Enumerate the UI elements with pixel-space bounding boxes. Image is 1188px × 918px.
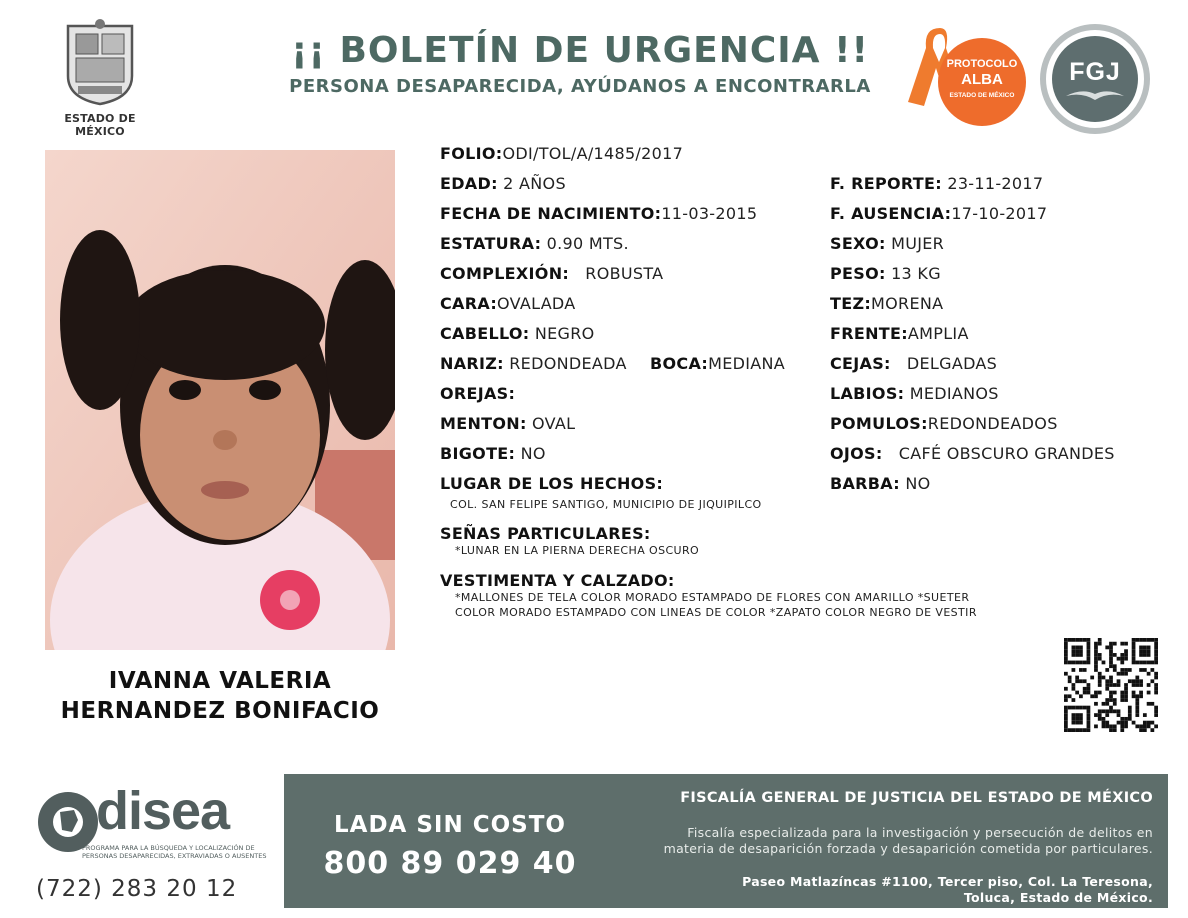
labios-label: LABIOS: [830, 384, 905, 403]
folio-label: FOLIO: [440, 144, 503, 163]
missing-person-name [20, 666, 420, 726]
sexo-value: MUJER [891, 234, 945, 253]
frente-value: AMPLIA [907, 324, 969, 343]
ojos-label: OJOS: [830, 444, 883, 463]
field-estatura [440, 234, 629, 254]
senas-value: *LUNAR EN LA PIERNA DERECHA OSCURO [455, 544, 700, 557]
bigote-label: BIGOTE: [440, 444, 516, 463]
peso-label: PESO: [830, 264, 886, 283]
protocolo-alba-logo [902, 22, 1032, 134]
field-nariz [440, 354, 627, 374]
edad-value: 2 AÑOS [503, 174, 566, 193]
wings-icon [1052, 36, 1138, 122]
bulletin-title: ¡¡ BOLETÍN DE URGENCIA !! [291, 30, 869, 71]
lugar-value: COL. SAN FELIPE SANTIGO, MUNICIPIO DE JIQUIPILCO [450, 498, 762, 511]
vestimenta-label: VESTIMENTA Y CALZADO: [440, 571, 675, 590]
peso-value: 13 KG [891, 264, 941, 283]
complexion-label: COMPLEXIÓN: [440, 264, 570, 283]
orejas-label: OREJAS: [440, 384, 516, 403]
cejas-label: CEJAS: [830, 354, 891, 373]
vestimenta-value-line1: *MALLONES DE TELA COLOR MORADO ESTAMPADO DE FLORES CON AMARILLO *SUETER [455, 591, 970, 604]
alba-badge [938, 38, 1026, 126]
alba-line2: ALBA [961, 71, 1003, 88]
boca-label: BOCA: [650, 354, 709, 373]
field-fecha-nacimiento [440, 204, 757, 224]
state-logo [40, 18, 160, 138]
address-line2: Toluca, Estado de México. [963, 890, 1153, 905]
nariz-value: REDONDEADA [509, 354, 627, 373]
state-coat-of-arms-icon [60, 18, 140, 108]
bulletin-subtitle: PERSONA DESAPARECIDA, AYÚDANOS A ENCONTRARLA [289, 76, 871, 97]
odisea-phone: (722) 283 20 12 [36, 876, 238, 902]
field-complexion [440, 264, 663, 284]
field-cejas [830, 354, 997, 374]
cabello-label: CABELLO: [440, 324, 530, 343]
field-ojos [830, 444, 1115, 464]
field-labios [830, 384, 999, 404]
field-barba [830, 474, 931, 494]
lada-number: 800 89 029 40 [323, 846, 577, 881]
lugar-label: LUGAR DE LOS HECHOS: [440, 474, 664, 493]
field-frente [830, 324, 969, 344]
labios-value: MEDIANOS [909, 384, 999, 403]
fgj-description [598, 825, 1153, 857]
f-reporte-value: 23-11-2017 [947, 174, 1044, 193]
field-lugar-label [440, 474, 663, 494]
fecha-nacimiento-label: FECHA DE NACIMIENTO: [440, 204, 662, 223]
pomulos-value: REDONDEADOS [927, 414, 1058, 433]
field-boca [650, 354, 785, 374]
cejas-value: DELGADAS [906, 354, 998, 373]
tez-label: TEZ: [830, 294, 872, 313]
f-reporte-label: F. REPORTE: [830, 174, 942, 193]
field-cara [440, 294, 576, 314]
senas-label: SEÑAS PARTICULARES: [440, 524, 651, 543]
menton-label: MENTON: [440, 414, 527, 433]
fgj-name: FISCALÍA GENERAL DE JUSTICIA DEL ESTADO DE MÉXICO [680, 790, 1153, 806]
address-line1: Paseo Matlazíncas #1100, Tercer piso, Col. La Teresona, [742, 874, 1153, 889]
menton-value: OVAL [532, 414, 576, 433]
field-sexo [830, 234, 944, 254]
barba-label: BARBA: [830, 474, 900, 493]
cabello-value: NEGRO [534, 324, 595, 343]
fgj-desc-line2: materia de desaparición forzada y desaparición cometida por particulares. [663, 841, 1153, 856]
odisea-wordmark: disea [96, 781, 230, 841]
fgj-seal-text: FGJ [1069, 58, 1121, 86]
f-ausencia-value: 17-10-2017 [951, 204, 1048, 223]
fgj-address [598, 874, 1153, 906]
f-ausencia-label: F. AUSENCIA: [830, 204, 952, 223]
field-cabello [440, 324, 595, 344]
alba-line3: ESTADO DE MÉXICO [949, 92, 1015, 99]
lada-label: LADA SIN COSTO [334, 812, 566, 838]
odisea-description: PROGRAMA PARA LA BÚSQUEDA Y LOCALIZACIÓN DE PERSONAS DESAPARECIDAS, EXTRAVIADAS O AUSENTES [82, 844, 267, 860]
bigote-value: NO [520, 444, 546, 463]
qr-code-graphic [1064, 638, 1158, 732]
cara-label: CARA: [440, 294, 498, 313]
photo-illustration [45, 150, 395, 650]
boca-value: MEDIANA [708, 354, 786, 373]
fecha-nacimiento-value: 11-03-2015 [661, 204, 758, 223]
fgj-seal-icon [1040, 24, 1150, 134]
fgj-seal-inner [1052, 36, 1138, 122]
name-line-1: IVANNA VALERIA [108, 668, 332, 694]
odisea-logo [30, 781, 280, 876]
field-tez [830, 294, 943, 314]
alba-line1: PROTOCOLO [946, 58, 1018, 70]
cara-value: OVALADA [497, 294, 576, 313]
nariz-label: NARIZ: [440, 354, 504, 373]
field-menton [440, 414, 575, 434]
ojos-value: CAFÉ OBSCURO GRANDES [898, 444, 1115, 463]
frente-label: FRENTE: [830, 324, 908, 343]
field-folio [440, 144, 683, 164]
folio-value: ODI/TOL/A/1485/2017 [502, 144, 684, 163]
sexo-label: SEXO: [830, 234, 886, 253]
barba-value: NO [905, 474, 931, 493]
field-f-ausencia [830, 204, 1047, 224]
field-f-reporte [830, 174, 1043, 194]
estatura-value: 0.90 MTS. [546, 234, 629, 253]
field-vestimenta-label [440, 571, 675, 591]
edad-label: EDAD: [440, 174, 498, 193]
field-senas-label [440, 524, 651, 544]
pomulos-label: POMULOS: [830, 414, 928, 433]
field-bigote [440, 444, 546, 464]
tez-value: MORENA [871, 294, 944, 313]
estatura-label: ESTATURA: [440, 234, 542, 253]
qr-code-icon[interactable] [1064, 638, 1158, 732]
field-pomulos [830, 414, 1058, 434]
complexion-value: ROBUSTA [585, 264, 664, 283]
field-orejas [440, 384, 515, 404]
vestimenta-value-line2: COLOR MORADO ESTAMPADO CON LINEAS DE COLOR *ZAPATO COLOR NEGRO DE VESTIR [455, 606, 977, 619]
field-peso [830, 264, 941, 284]
fgj-desc-line1: Fiscalía especializada para la investigación y persecución de delitos en [687, 825, 1153, 840]
missing-person-photo [45, 150, 395, 650]
name-line-2: HERNANDEZ BONIFACIO [60, 698, 380, 724]
field-edad [440, 174, 566, 194]
state-label: ESTADO DE MÉXICO [64, 112, 136, 138]
